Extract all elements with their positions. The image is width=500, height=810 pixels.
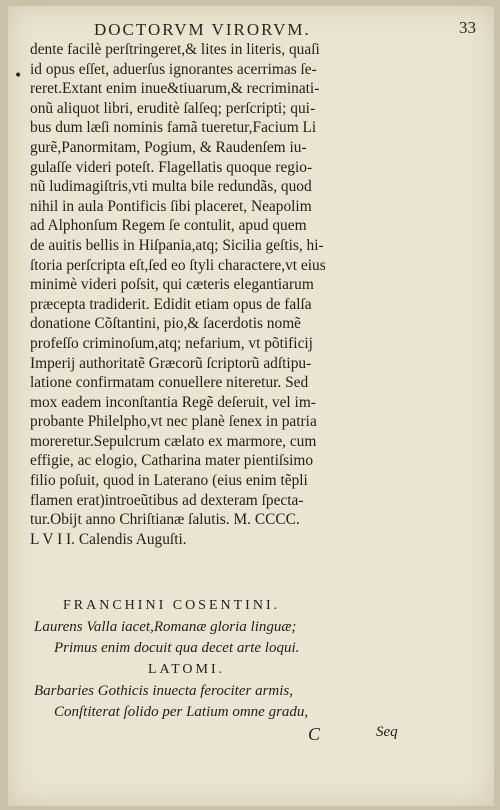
verse-line: Primus enim docuit qua decet arte loqui.: [54, 640, 300, 656]
running-header: DOCTORVM VIRORVM.: [94, 20, 311, 39]
text-line: ſtoria perſcripta eſt,ſed eo ſtyli charactere,vt eius: [30, 256, 326, 274]
text-line: præcepta tradiderit. Edidit etiam opus de falſa: [30, 295, 312, 313]
text-line: nihil in aula Pontificis ſibi placeret, Neapolim: [30, 197, 312, 215]
text-line: Imperij authoritatẽ Græcorũ ſcriptorũ adſtipu-: [30, 354, 312, 372]
text-line: nũ ludimagiſtris,vti multa bile redundãs, quod: [30, 178, 312, 196]
catchword: Seq: [376, 724, 398, 740]
text-line: minimè videri poſsit, qui cæteris elegantiarum: [30, 276, 314, 294]
text-line: onũ aliquot libri, eruditè ſalſeq; perſcripti; qui-: [30, 99, 316, 117]
text-line: probante Philelpho,vt nec planè ſenex in patria: [30, 413, 317, 431]
text-line: reret.Extant enim inue&tiuarum,& recriminati-: [30, 80, 320, 98]
text-line: mox eadem inconſtantia Regẽ deſeruit, vel im-: [30, 393, 316, 411]
book-page: [8, 6, 494, 806]
folio-number: 33: [459, 18, 476, 37]
margin-mark: •: [14, 68, 23, 84]
body-paragraph: [30, 40, 410, 549]
text-line: donatione Cõſtantini, pio,& ſacerdotis nomẽ: [30, 315, 301, 333]
verse-line: Laurens Valla iacet,Romanæ gloria linguæ;: [34, 619, 297, 635]
text-line: gulaſſe videri poteſt. Flagellatis quoque regio-: [30, 158, 313, 176]
text-line: flamen erat)introeũtibus ad dexteram ſpecta-: [30, 491, 304, 509]
epitaph-heading-latomi: LATOMI.: [148, 662, 226, 677]
epitaph-heading-cosentini: FRANCHINI COSENTINI.: [63, 598, 281, 613]
text-line: moreretur.Sepulcrum cælato ex marmore, cum: [30, 432, 317, 450]
verse-line: Barbaries Gothicis inuecta ferociter armis,: [34, 683, 293, 699]
text-line: gurẽ,Panormitam, Pogium, & Raudenſem iu-: [30, 138, 307, 156]
verse-line: Conſtiterat ſolido per Latium omne gradu,: [54, 704, 309, 720]
text-line: profeſſo criminoſum,atq; nefarium, vt põtificij: [30, 334, 313, 352]
text-line: L V I I. Calendis Auguſti.: [30, 530, 187, 548]
text-line: bus dum læſi nominis famã tueretur,Facium Li: [30, 119, 317, 137]
text-line: latione confirmatam conuellere niteretur. Sed: [30, 374, 309, 392]
text-line: de auitis bellis in Hiſpania,atq; Sicilia geſtis, hi-: [30, 236, 324, 254]
text-line: tur.Obijt anno Chriſtianæ ſalutis. M. CCCC.: [30, 511, 300, 529]
text-line: ad Alphonſum Regem ſe contulit, apud quem: [30, 217, 307, 235]
text-line: dente facilè perſtringeret,& lites in literis, quaſi: [30, 41, 320, 58]
text-line: id opus eſſet, aduerſus ignorantes acerrimas ſe-: [30, 60, 317, 78]
text-line: effigie, ac elogio, Catharina mater pientiſsimo: [30, 452, 314, 470]
signature-mark: C: [308, 724, 321, 744]
text-line: filio poſuit, quod in Laterano (eius enim tẽpli: [30, 472, 308, 490]
